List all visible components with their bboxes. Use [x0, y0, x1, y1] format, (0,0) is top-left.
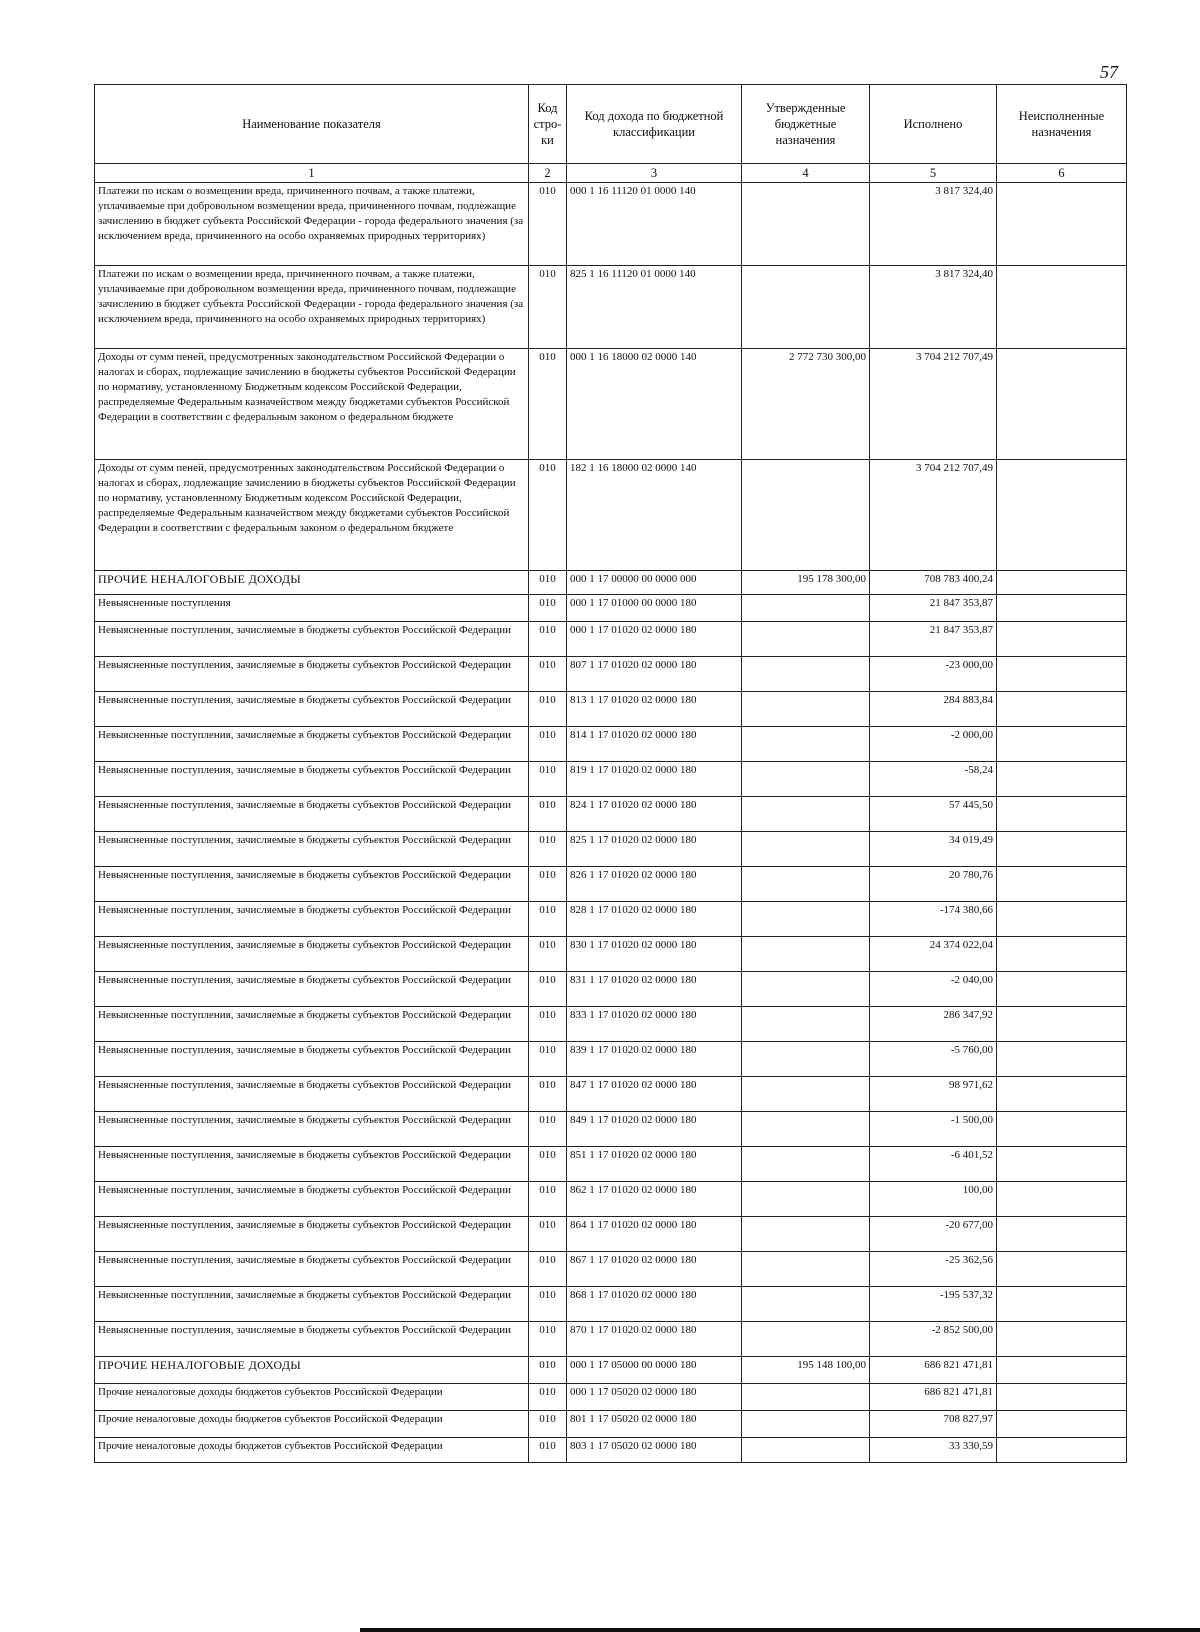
cell-income-code: 868 1 17 01020 02 0000 180 — [567, 1287, 742, 1322]
cell-indicator-name: Доходы от сумм пеней, предусмотренных законодательством Российской Федерации о налогах и сборах, подлежащие зачислению в бюджеты субъектов Российской Федерации по нормативу, установленному Бюджетным кодексом Российской Федерации, распределяемые Федеральным казначейством между бюджетами субъектов Российской Федерации в соответствии с федеральным законом о федеральном бюджете — [95, 349, 529, 460]
cell-executed: -23 000,00 — [870, 657, 997, 692]
header-income-code: Код дохода по бюджетной классификации — [567, 85, 742, 164]
cell-approved: 2 772 730 300,00 — [742, 349, 870, 460]
cell-income-code: 000 1 16 18000 02 0000 140 — [567, 349, 742, 460]
cell-executed: 3 704 212 707,49 — [870, 349, 997, 460]
header-line-code: Код стро- ки — [529, 85, 567, 164]
cell-line-code: 010 — [529, 571, 567, 595]
cell-line-code: 010 — [529, 1217, 567, 1252]
cell-line-code: 010 — [529, 762, 567, 797]
cell-unexecuted — [997, 460, 1127, 571]
cell-approved — [742, 622, 870, 657]
table-row — [95, 1147, 1127, 1182]
table-row — [95, 1357, 1127, 1384]
table-row — [95, 266, 1127, 349]
cell-income-code: 864 1 17 01020 02 0000 180 — [567, 1217, 742, 1252]
cell-indicator-name: Прочие неналоговые доходы бюджетов субъектов Российской Федерации — [95, 1384, 529, 1411]
cell-indicator-name: Невыясненные поступления, зачисляемые в бюджеты субъектов Российской Федерации — [95, 1147, 529, 1182]
cell-line-code: 010 — [529, 266, 567, 349]
cell-executed: -5 760,00 — [870, 1042, 997, 1077]
cell-executed: 286 347,92 — [870, 1007, 997, 1042]
column-number: 4 — [742, 164, 870, 183]
cell-approved — [742, 1411, 870, 1438]
cell-approved: 195 178 300,00 — [742, 571, 870, 595]
cell-indicator-name: Невыясненные поступления, зачисляемые в бюджеты субъектов Российской Федерации — [95, 937, 529, 972]
scan-edge-line — [360, 1628, 1200, 1632]
table-row — [95, 571, 1127, 595]
cell-income-code: 833 1 17 01020 02 0000 180 — [567, 1007, 742, 1042]
cell-income-code: 828 1 17 01020 02 0000 180 — [567, 902, 742, 937]
cell-executed: 3 704 212 707,49 — [870, 460, 997, 571]
cell-line-code: 010 — [529, 1322, 567, 1357]
cell-unexecuted — [997, 832, 1127, 867]
cell-indicator-name: Невыясненные поступления, зачисляемые в бюджеты субъектов Российской Федерации — [95, 1042, 529, 1077]
cell-line-code: 010 — [529, 1357, 567, 1384]
cell-line-code: 010 — [529, 1411, 567, 1438]
cell-unexecuted — [997, 1182, 1127, 1217]
cell-income-code: 000 1 17 00000 00 0000 000 — [567, 571, 742, 595]
cell-executed: 98 971,62 — [870, 1077, 997, 1112]
cell-indicator-name: Платежи по искам о возмещении вреда, причиненного почвам, а также платежи, уплачиваемые при добровольном возмещении вреда, причиненного почвам, подлежащие зачислению в бюджет субъекта Российской Федерации - города федерального значения (за исключением вреда, причиненного на особо охраняемых природных территориях) — [95, 183, 529, 266]
column-number: 1 — [95, 164, 529, 183]
table-row — [95, 832, 1127, 867]
header-indicator-name: Наименование показателя — [95, 85, 529, 164]
cell-income-code: 814 1 17 01020 02 0000 180 — [567, 727, 742, 762]
cell-line-code: 010 — [529, 692, 567, 727]
cell-approved — [742, 460, 870, 571]
cell-income-code: 870 1 17 01020 02 0000 180 — [567, 1322, 742, 1357]
cell-executed: -20 677,00 — [870, 1217, 997, 1252]
cell-indicator-name: Невыясненные поступления, зачисляемые в бюджеты субъектов Российской Федерации — [95, 1007, 529, 1042]
cell-income-code: 000 1 17 01020 02 0000 180 — [567, 622, 742, 657]
cell-income-code: 867 1 17 01020 02 0000 180 — [567, 1252, 742, 1287]
cell-line-code: 010 — [529, 1042, 567, 1077]
cell-unexecuted — [997, 1357, 1127, 1384]
table-row — [95, 797, 1127, 832]
cell-approved — [742, 972, 870, 1007]
cell-unexecuted — [997, 1252, 1127, 1287]
cell-approved — [742, 595, 870, 622]
cell-line-code: 010 — [529, 1147, 567, 1182]
cell-executed: 100,00 — [870, 1182, 997, 1217]
header-approved: Утвержденные бюджетные назначения — [742, 85, 870, 164]
cell-line-code: 010 — [529, 1252, 567, 1287]
cell-indicator-name: Невыясненные поступления, зачисляемые в бюджеты субъектов Российской Федерации — [95, 1217, 529, 1252]
cell-income-code: 849 1 17 01020 02 0000 180 — [567, 1112, 742, 1147]
cell-indicator-name: Невыясненные поступления, зачисляемые в бюджеты субъектов Российской Федерации — [95, 762, 529, 797]
cell-income-code: 825 1 17 01020 02 0000 180 — [567, 832, 742, 867]
page-number: 57 — [1100, 62, 1118, 82]
column-number: 5 — [870, 164, 997, 183]
cell-approved — [742, 1182, 870, 1217]
cell-income-code: 826 1 17 01020 02 0000 180 — [567, 867, 742, 902]
cell-approved — [742, 183, 870, 266]
cell-indicator-name: Невыясненные поступления, зачисляемые в бюджеты субъектов Российской Федерации — [95, 797, 529, 832]
cell-unexecuted — [997, 1077, 1127, 1112]
cell-line-code: 010 — [529, 1182, 567, 1217]
table-row — [95, 1112, 1127, 1147]
cell-unexecuted — [997, 727, 1127, 762]
cell-unexecuted — [997, 1322, 1127, 1357]
cell-executed: 34 019,49 — [870, 832, 997, 867]
report-table — [94, 84, 1127, 1463]
cell-unexecuted — [997, 183, 1127, 266]
cell-executed: -2 000,00 — [870, 727, 997, 762]
cell-line-code: 010 — [529, 937, 567, 972]
cell-unexecuted — [997, 972, 1127, 1007]
table-header-row — [95, 85, 1127, 164]
cell-income-code: 182 1 16 18000 02 0000 140 — [567, 460, 742, 571]
table-row — [95, 902, 1127, 937]
table-row — [95, 727, 1127, 762]
cell-executed: 33 330,59 — [870, 1438, 997, 1463]
cell-income-code: 851 1 17 01020 02 0000 180 — [567, 1147, 742, 1182]
cell-indicator-name: Невыясненные поступления, зачисляемые в бюджеты субъектов Российской Федерации — [95, 1287, 529, 1322]
cell-unexecuted — [997, 867, 1127, 902]
cell-approved — [742, 727, 870, 762]
cell-executed: -25 362,56 — [870, 1252, 997, 1287]
cell-executed: 686 821 471,81 — [870, 1384, 997, 1411]
table-row — [95, 937, 1127, 972]
column-number: 6 — [997, 164, 1127, 183]
cell-approved — [742, 867, 870, 902]
cell-income-code: 824 1 17 01020 02 0000 180 — [567, 797, 742, 832]
table-row — [95, 349, 1127, 460]
cell-indicator-name: Прочие неналоговые доходы бюджетов субъектов Российской Федерации — [95, 1438, 529, 1463]
cell-approved — [742, 1217, 870, 1252]
cell-executed: -6 401,52 — [870, 1147, 997, 1182]
cell-line-code: 010 — [529, 460, 567, 571]
table-body — [95, 183, 1127, 1463]
cell-executed: 3 817 324,40 — [870, 266, 997, 349]
cell-unexecuted — [997, 622, 1127, 657]
cell-approved — [742, 692, 870, 727]
cell-line-code: 010 — [529, 622, 567, 657]
table-row — [95, 1182, 1127, 1217]
cell-executed: 708 827,97 — [870, 1411, 997, 1438]
cell-approved — [742, 832, 870, 867]
table-row — [95, 1438, 1127, 1463]
cell-approved — [742, 657, 870, 692]
cell-unexecuted — [997, 1007, 1127, 1042]
cell-line-code: 010 — [529, 972, 567, 1007]
cell-unexecuted — [997, 1384, 1127, 1411]
cell-executed: -1 500,00 — [870, 1112, 997, 1147]
table-row — [95, 972, 1127, 1007]
table-row — [95, 183, 1127, 266]
cell-approved: 195 148 100,00 — [742, 1357, 870, 1384]
cell-indicator-name: Невыясненные поступления — [95, 595, 529, 622]
table-row — [95, 1077, 1127, 1112]
cell-unexecuted — [997, 349, 1127, 460]
header-unexecuted: Неисполненные назначения — [997, 85, 1127, 164]
cell-line-code: 010 — [529, 727, 567, 762]
cell-unexecuted — [997, 1147, 1127, 1182]
cell-indicator-name: Доходы от сумм пеней, предусмотренных законодательством Российской Федерации о налогах и сборах, подлежащие зачислению в бюджеты субъектов Российской Федерации по нормативу, установленному Бюджетным кодексом Российской Федерации, распределяемые Федеральным казначейством между бюджетами субъектов Российской Федерации в соответствии с федеральным законом о федеральном бюджете — [95, 460, 529, 571]
cell-executed: -2 040,00 — [870, 972, 997, 1007]
cell-approved — [742, 1042, 870, 1077]
cell-line-code: 010 — [529, 867, 567, 902]
cell-indicator-name: Платежи по искам о возмещении вреда, причиненного почвам, а также платежи, уплачиваемые при добровольном возмещении вреда, причиненного почвам, подлежащие зачислению в бюджет субъекта Российской Федерации - города федерального значения (за исключением вреда, причиненного на особо охраняемых природных территориях) — [95, 266, 529, 349]
cell-income-code: 000 1 17 01000 00 0000 180 — [567, 595, 742, 622]
cell-indicator-name: Невыясненные поступления, зачисляемые в бюджеты субъектов Российской Федерации — [95, 1252, 529, 1287]
cell-income-code: 862 1 17 01020 02 0000 180 — [567, 1182, 742, 1217]
cell-unexecuted — [997, 1411, 1127, 1438]
table-row — [95, 1322, 1127, 1357]
cell-indicator-name: ПРОЧИЕ НЕНАЛОГОВЫЕ ДОХОДЫ — [95, 571, 529, 595]
column-number: 2 — [529, 164, 567, 183]
cell-line-code: 010 — [529, 797, 567, 832]
table-row — [95, 1042, 1127, 1077]
cell-approved — [742, 1322, 870, 1357]
cell-unexecuted — [997, 657, 1127, 692]
cell-unexecuted — [997, 1438, 1127, 1463]
cell-unexecuted — [997, 266, 1127, 349]
cell-indicator-name: Невыясненные поступления, зачисляемые в бюджеты субъектов Российской Федерации — [95, 1182, 529, 1217]
column-number: 3 — [567, 164, 742, 183]
column-number-row — [95, 164, 1127, 183]
table-row — [95, 595, 1127, 622]
cell-income-code: 819 1 17 01020 02 0000 180 — [567, 762, 742, 797]
cell-line-code: 010 — [529, 1007, 567, 1042]
cell-income-code: 813 1 17 01020 02 0000 180 — [567, 692, 742, 727]
cell-line-code: 010 — [529, 183, 567, 266]
cell-income-code: 807 1 17 01020 02 0000 180 — [567, 657, 742, 692]
cell-line-code: 010 — [529, 1438, 567, 1463]
cell-income-code: 000 1 17 05020 02 0000 180 — [567, 1384, 742, 1411]
table-row — [95, 762, 1127, 797]
cell-executed: 24 374 022,04 — [870, 937, 997, 972]
cell-indicator-name: Невыясненные поступления, зачисляемые в бюджеты субъектов Российской Федерации — [95, 972, 529, 1007]
cell-executed: 284 883,84 — [870, 692, 997, 727]
cell-income-code: 825 1 16 11120 01 0000 140 — [567, 266, 742, 349]
cell-indicator-name: Невыясненные поступления, зачисляемые в бюджеты субъектов Российской Федерации — [95, 692, 529, 727]
cell-line-code: 010 — [529, 595, 567, 622]
cell-executed: 20 780,76 — [870, 867, 997, 902]
cell-executed: 3 817 324,40 — [870, 183, 997, 266]
cell-unexecuted — [997, 762, 1127, 797]
cell-indicator-name: Невыясненные поступления, зачисляемые в бюджеты субъектов Российской Федерации — [95, 1322, 529, 1357]
table-row — [95, 460, 1127, 571]
cell-line-code: 010 — [529, 657, 567, 692]
cell-line-code: 010 — [529, 832, 567, 867]
cell-line-code: 010 — [529, 902, 567, 937]
cell-income-code: 000 1 17 05000 00 0000 180 — [567, 1357, 742, 1384]
cell-unexecuted — [997, 1112, 1127, 1147]
cell-income-code: 831 1 17 01020 02 0000 180 — [567, 972, 742, 1007]
header-executed: Исполнено — [870, 85, 997, 164]
cell-approved — [742, 1077, 870, 1112]
cell-unexecuted — [997, 1287, 1127, 1322]
table-row — [95, 692, 1127, 727]
table-row — [95, 1384, 1127, 1411]
cell-indicator-name: Невыясненные поступления, зачисляемые в бюджеты субъектов Российской Федерации — [95, 867, 529, 902]
cell-unexecuted — [997, 1217, 1127, 1252]
cell-line-code: 010 — [529, 1112, 567, 1147]
cell-executed: -174 380,66 — [870, 902, 997, 937]
cell-unexecuted — [997, 571, 1127, 595]
cell-income-code: 839 1 17 01020 02 0000 180 — [567, 1042, 742, 1077]
cell-unexecuted — [997, 692, 1127, 727]
cell-approved — [742, 1438, 870, 1463]
cell-executed: -2 852 500,00 — [870, 1322, 997, 1357]
cell-indicator-name: Невыясненные поступления, зачисляемые в бюджеты субъектов Российской Федерации — [95, 727, 529, 762]
table-row — [95, 657, 1127, 692]
cell-indicator-name: ПРОЧИЕ НЕНАЛОГОВЫЕ ДОХОДЫ — [95, 1357, 529, 1384]
cell-unexecuted — [997, 797, 1127, 832]
cell-indicator-name: Невыясненные поступления, зачисляемые в бюджеты субъектов Российской Федерации — [95, 657, 529, 692]
cell-unexecuted — [997, 1042, 1127, 1077]
table-row — [95, 622, 1127, 657]
cell-executed: 21 847 353,87 — [870, 595, 997, 622]
cell-approved — [742, 1287, 870, 1322]
cell-line-code: 010 — [529, 1077, 567, 1112]
cell-approved — [742, 1112, 870, 1147]
cell-approved — [742, 762, 870, 797]
cell-unexecuted — [997, 902, 1127, 937]
table-row — [95, 1411, 1127, 1438]
cell-income-code: 801 1 17 05020 02 0000 180 — [567, 1411, 742, 1438]
cell-approved — [742, 902, 870, 937]
cell-approved — [742, 797, 870, 832]
cell-income-code: 847 1 17 01020 02 0000 180 — [567, 1077, 742, 1112]
cell-indicator-name: Невыясненные поступления, зачисляемые в бюджеты субъектов Российской Федерации — [95, 622, 529, 657]
cell-executed: -195 537,32 — [870, 1287, 997, 1322]
cell-executed: -58,24 — [870, 762, 997, 797]
table-row — [95, 1217, 1127, 1252]
table-row — [95, 1252, 1127, 1287]
cell-executed: 57 445,50 — [870, 797, 997, 832]
cell-line-code: 010 — [529, 349, 567, 460]
table-row — [95, 867, 1127, 902]
cell-income-code: 000 1 16 11120 01 0000 140 — [567, 183, 742, 266]
cell-executed: 21 847 353,87 — [870, 622, 997, 657]
cell-unexecuted — [997, 595, 1127, 622]
table-row — [95, 1007, 1127, 1042]
cell-indicator-name: Прочие неналоговые доходы бюджетов субъектов Российской Федерации — [95, 1411, 529, 1438]
cell-approved — [742, 1147, 870, 1182]
cell-income-code: 803 1 17 05020 02 0000 180 — [567, 1438, 742, 1463]
cell-line-code: 010 — [529, 1384, 567, 1411]
cell-executed: 708 783 400,24 — [870, 571, 997, 595]
cell-approved — [742, 266, 870, 349]
table-row — [95, 1287, 1127, 1322]
cell-executed: 686 821 471,81 — [870, 1357, 997, 1384]
cell-approved — [742, 937, 870, 972]
cell-line-code: 010 — [529, 1287, 567, 1322]
cell-income-code: 830 1 17 01020 02 0000 180 — [567, 937, 742, 972]
cell-indicator-name: Невыясненные поступления, зачисляемые в бюджеты субъектов Российской Федерации — [95, 832, 529, 867]
cell-indicator-name: Невыясненные поступления, зачисляемые в бюджеты субъектов Российской Федерации — [95, 1077, 529, 1112]
cell-indicator-name: Невыясненные поступления, зачисляемые в бюджеты субъектов Российской Федерации — [95, 1112, 529, 1147]
cell-indicator-name: Невыясненные поступления, зачисляемые в бюджеты субъектов Российской Федерации — [95, 902, 529, 937]
cell-approved — [742, 1252, 870, 1287]
cell-approved — [742, 1007, 870, 1042]
cell-approved — [742, 1384, 870, 1411]
cell-unexecuted — [997, 937, 1127, 972]
